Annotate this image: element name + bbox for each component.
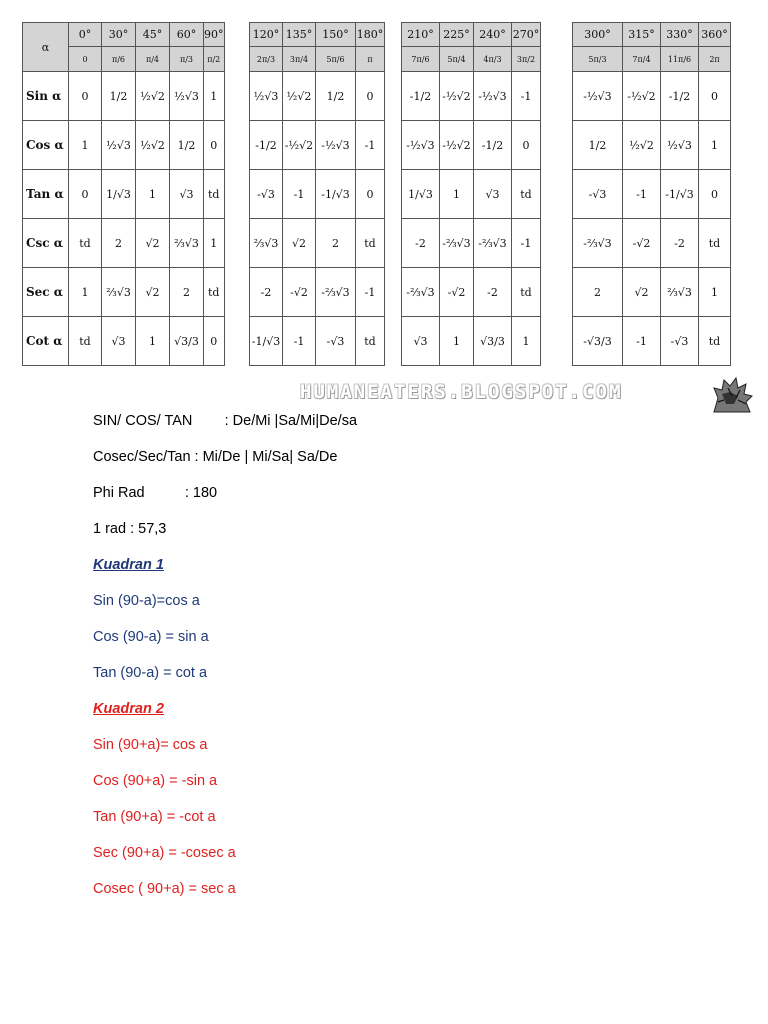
row-label: Sec α — [23, 268, 69, 317]
table-cell: 0 — [204, 317, 225, 366]
table-row — [250, 268, 385, 317]
table-cell: 2 — [170, 268, 204, 317]
table-cell: 0 — [699, 72, 731, 121]
table-cell: ½√2 — [136, 72, 170, 121]
table-row — [23, 170, 225, 219]
radian-header: π/3 — [170, 47, 204, 72]
row-label: Sin α — [23, 72, 69, 121]
table-cell: 0 — [699, 170, 731, 219]
degree-header: 135° — [283, 23, 316, 47]
table-cell: √3 — [170, 170, 204, 219]
table-row — [250, 170, 385, 219]
table-cell: 1 — [699, 121, 731, 170]
table-row — [23, 317, 225, 366]
table-cell: td — [512, 268, 541, 317]
table-cell: td — [699, 219, 731, 268]
table-cell: 1 — [136, 317, 170, 366]
table-cell: ⅔√3 — [102, 268, 136, 317]
table-row — [250, 121, 385, 170]
table-row — [402, 121, 541, 170]
note-line: Cosec/Sec/Tan : Mi/De | Mi/Sa| Sa/De — [93, 449, 338, 465]
radian-header: π/4 — [136, 47, 170, 72]
table-cell: 1/√3 — [102, 170, 136, 219]
section-heading: Kuadran 1 — [93, 557, 164, 573]
table-row — [573, 72, 731, 121]
mascot-logo — [708, 374, 758, 414]
table-row — [402, 317, 541, 366]
table-cell: -1/2 — [402, 72, 440, 121]
degree-header: 120° — [250, 23, 283, 47]
trig-table-block-2 — [249, 22, 385, 366]
radian-header: π/6 — [102, 47, 136, 72]
table-cell: ½√3 — [661, 121, 699, 170]
table-cell: ½√2 — [623, 121, 661, 170]
radian-header: 7π/4 — [623, 47, 661, 72]
table-cell: -√2 — [623, 219, 661, 268]
radian-header: 7π/6 — [402, 47, 440, 72]
table-cell: -⅔√3 — [440, 219, 474, 268]
table-cell: ½√3 — [170, 72, 204, 121]
trig-table-block-3 — [401, 22, 541, 366]
table-cell: 1 — [512, 317, 541, 366]
table-cell: 0 — [204, 121, 225, 170]
table-cell: 0 — [356, 72, 385, 121]
table-cell: -√3 — [573, 170, 623, 219]
table-cell: 1 — [69, 268, 102, 317]
table-row — [23, 121, 225, 170]
table-cell: ⅔√3 — [250, 219, 283, 268]
note-line: SIN/ COS/ TAN : De/Mi |Sa/Mi|De/sa — [93, 413, 358, 429]
trig-table-block-4 — [572, 22, 731, 366]
degree-header: 180° — [356, 23, 385, 47]
table-cell: -⅔√3 — [316, 268, 356, 317]
table-cell: td — [204, 268, 225, 317]
table-cell: -⅔√3 — [573, 219, 623, 268]
note-line: Cos (90+a) = -sin a — [93, 773, 218, 789]
note-line: 1 rad : 57,3 — [93, 521, 167, 537]
degree-header: 60° — [170, 23, 204, 47]
radian-header: 5π/6 — [316, 47, 356, 72]
table-row — [402, 170, 541, 219]
table-cell: 1 — [136, 170, 170, 219]
row-label: Cot α — [23, 317, 69, 366]
radian-header: 3π/2 — [512, 47, 541, 72]
table-cell: 0 — [356, 170, 385, 219]
degree-header: 315° — [623, 23, 661, 47]
note-line: Sin (90+a)= cos a — [93, 737, 208, 753]
table-cell: td — [69, 317, 102, 366]
degree-header: 45° — [136, 23, 170, 47]
table-cell: -√3 — [316, 317, 356, 366]
table-cell: 0 — [69, 72, 102, 121]
table-cell: -1/2 — [474, 121, 512, 170]
table-row — [402, 219, 541, 268]
table-cell: √3 — [102, 317, 136, 366]
degree-header: 240° — [474, 23, 512, 47]
degree-header: 225° — [440, 23, 474, 47]
table-cell: td — [356, 219, 385, 268]
table-cell: ½√3 — [250, 72, 283, 121]
table-cell: -√3 — [250, 170, 283, 219]
table-cell: -½√2 — [440, 72, 474, 121]
trig-table-block-1 — [22, 22, 225, 366]
table-row — [573, 317, 731, 366]
table-cell: -½√3 — [474, 72, 512, 121]
table-cell: √3/3 — [170, 317, 204, 366]
degree-header: 330° — [661, 23, 699, 47]
table-cell: 1 — [699, 268, 731, 317]
table-row — [573, 268, 731, 317]
degree-header: 360° — [699, 23, 731, 47]
table-cell: -1/√3 — [250, 317, 283, 366]
table-cell: -⅔√3 — [402, 268, 440, 317]
degree-header: 90° — [204, 23, 225, 47]
degree-header: 210° — [402, 23, 440, 47]
radian-header: 2π/3 — [250, 47, 283, 72]
table-cell: √2 — [623, 268, 661, 317]
table-row — [573, 121, 731, 170]
note-line: Phi Rad : 180 — [93, 485, 218, 501]
note-line: Cos (90-a) = sin a — [93, 629, 209, 645]
table-row — [250, 317, 385, 366]
table-cell: -½√2 — [283, 121, 316, 170]
table-cell: √2 — [136, 219, 170, 268]
note-line: Sin (90-a)=cos a — [93, 593, 200, 609]
row-label: Cos α — [23, 121, 69, 170]
table-cell: ½√2 — [283, 72, 316, 121]
degree-header: 270° — [512, 23, 541, 47]
table-cell: -2 — [474, 268, 512, 317]
table-row — [23, 268, 225, 317]
table-cell: -½√2 — [623, 72, 661, 121]
table-cell: td — [356, 317, 385, 366]
table-row — [573, 219, 731, 268]
degree-header: 300° — [573, 23, 623, 47]
table-row — [250, 219, 385, 268]
radian-header: π — [356, 47, 385, 72]
note-line: Tan (90-a) = cot a — [93, 665, 208, 681]
table-cell: -√2 — [283, 268, 316, 317]
table-row — [250, 72, 385, 121]
table-cell: ⅔√3 — [661, 268, 699, 317]
table-cell: -1 — [283, 170, 316, 219]
table-cell: 2 — [102, 219, 136, 268]
table-cell: ⅔√3 — [170, 219, 204, 268]
radian-header: 4π/3 — [474, 47, 512, 72]
table-cell: -½√3 — [573, 72, 623, 121]
table-cell: 1/2 — [573, 121, 623, 170]
radian-header: 5π/3 — [573, 47, 623, 72]
degree-header: 30° — [102, 23, 136, 47]
table-cell: -1 — [356, 121, 385, 170]
table-cell: -2 — [661, 219, 699, 268]
table-cell: -⅔√3 — [474, 219, 512, 268]
row-label: Csc α — [23, 219, 69, 268]
table-cell: √2 — [283, 219, 316, 268]
radian-header: 11π/6 — [661, 47, 699, 72]
table-cell: -1/2 — [250, 121, 283, 170]
table-cell: 1 — [204, 72, 225, 121]
table-cell: -1 — [623, 170, 661, 219]
table-cell: 1 — [69, 121, 102, 170]
table-row — [23, 219, 225, 268]
radian-header: π/2 — [204, 47, 225, 72]
table-cell: -1/√3 — [316, 170, 356, 219]
table-cell: √2 — [136, 268, 170, 317]
row-label: Tan α — [23, 170, 69, 219]
table-cell: -½√3 — [316, 121, 356, 170]
table-cell: ½√3 — [102, 121, 136, 170]
table-cell: 2 — [316, 219, 356, 268]
table-cell: -1 — [356, 268, 385, 317]
radian-header: 3π/4 — [283, 47, 316, 72]
radian-header: 2π — [699, 47, 731, 72]
note-line: Sec (90+a) = -cosec a — [93, 845, 236, 861]
table-cell: td — [204, 170, 225, 219]
table-cell: -1/2 — [661, 72, 699, 121]
degree-header: 0° — [69, 23, 102, 47]
table-cell: 0 — [69, 170, 102, 219]
table-cell: 1/√3 — [402, 170, 440, 219]
degree-header: 150° — [316, 23, 356, 47]
table-row — [402, 268, 541, 317]
table-cell: td — [69, 219, 102, 268]
table-cell: ½√2 — [136, 121, 170, 170]
table-cell: 1/2 — [102, 72, 136, 121]
table-cell: -√2 — [440, 268, 474, 317]
table-cell: 1/2 — [316, 72, 356, 121]
watermark-text: HUMANEATERS.BLOGSPOT.COM — [300, 381, 623, 403]
alpha-header: α — [23, 23, 69, 72]
table-cell: -1 — [512, 72, 541, 121]
table-cell: -1 — [512, 219, 541, 268]
note-line: Tan (90+a) = -cot a — [93, 809, 216, 825]
table-cell: -1 — [283, 317, 316, 366]
table-cell: 0 — [512, 121, 541, 170]
table-row — [402, 72, 541, 121]
table-cell: -½√3 — [402, 121, 440, 170]
table-cell: -2 — [250, 268, 283, 317]
table-cell: √3 — [474, 170, 512, 219]
table-cell: 1 — [440, 317, 474, 366]
table-cell: 1 — [204, 219, 225, 268]
table-row — [573, 170, 731, 219]
table-cell: -√3 — [661, 317, 699, 366]
section-heading: Kuadran 2 — [93, 701, 164, 717]
table-cell: 2 — [573, 268, 623, 317]
table-cell: 1 — [440, 170, 474, 219]
table-cell: -½√2 — [440, 121, 474, 170]
radian-header: 5π/4 — [440, 47, 474, 72]
table-cell: -1/√3 — [661, 170, 699, 219]
note-line: Cosec ( 90+a) = sec a — [93, 881, 236, 897]
table-cell: -1 — [623, 317, 661, 366]
table-cell: -2 — [402, 219, 440, 268]
table-cell: td — [699, 317, 731, 366]
table-cell: -√3/3 — [573, 317, 623, 366]
table-cell: √3/3 — [474, 317, 512, 366]
table-cell: √3 — [402, 317, 440, 366]
table-cell: 1/2 — [170, 121, 204, 170]
table-cell: td — [512, 170, 541, 219]
radian-header: 0 — [69, 47, 102, 72]
table-row — [23, 72, 225, 121]
